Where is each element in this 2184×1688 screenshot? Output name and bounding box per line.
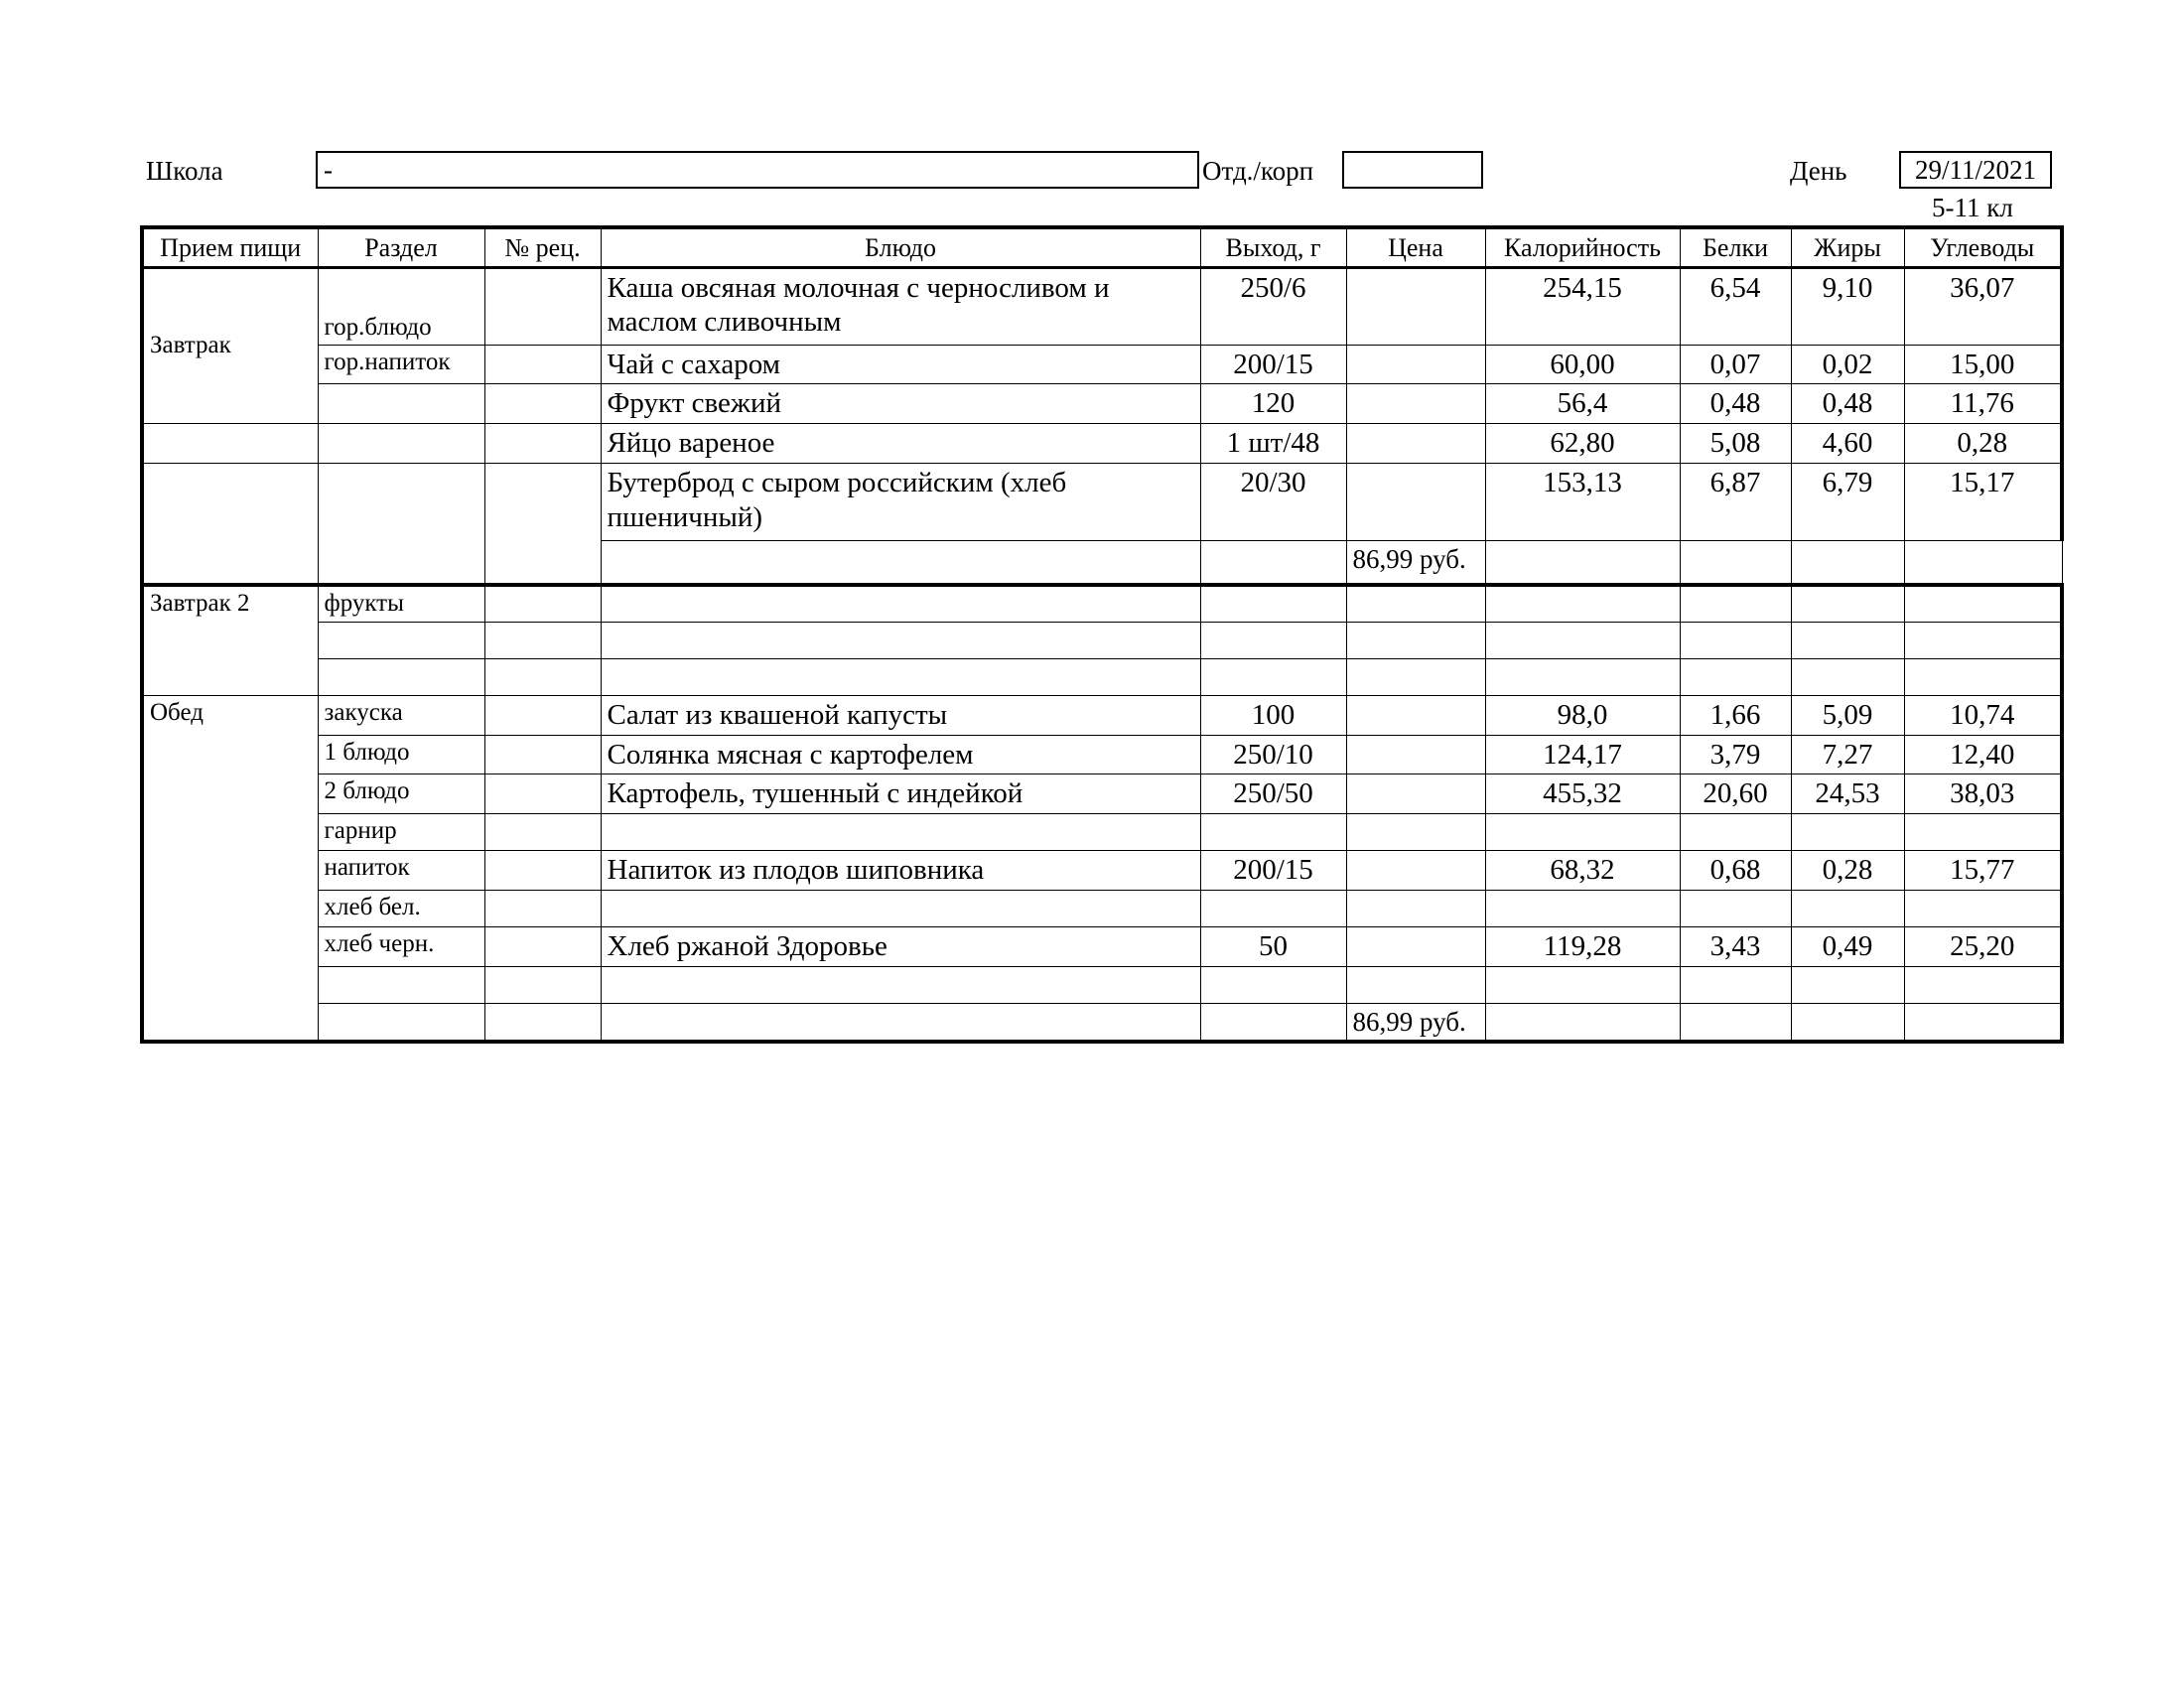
section-cell	[318, 658, 484, 695]
section-cell: закуска	[318, 695, 484, 735]
dish-cell: Картофель, тушенный с индейкой	[601, 774, 1200, 814]
section-cell: хлеб бел.	[318, 891, 484, 927]
dish-cell	[601, 814, 1200, 851]
recipe-cell	[484, 851, 601, 891]
carbs-cell	[1904, 1003, 2062, 1042]
price-cell	[1346, 814, 1485, 851]
kcal-cell	[1485, 814, 1680, 851]
yield-cell: 120	[1200, 384, 1346, 424]
carbs-cell: 25,20	[1904, 927, 2062, 967]
protein-cell	[1680, 658, 1791, 695]
price-cell	[1346, 851, 1485, 891]
table-row	[142, 814, 2062, 851]
dish-cell	[601, 622, 1200, 658]
table-row	[142, 463, 2062, 540]
recipe-cell	[484, 774, 601, 814]
yield-cell: 250/10	[1200, 735, 1346, 774]
section-cell	[318, 384, 484, 424]
yield-cell	[1200, 966, 1346, 1003]
recipe-cell	[484, 463, 601, 585]
price-cell	[1346, 463, 1485, 540]
date-field[interactable]: 29/11/2021	[1899, 151, 2052, 189]
protein-cell	[1680, 814, 1791, 851]
section-cell: 1 блюдо	[318, 735, 484, 774]
meal-cell	[142, 463, 318, 585]
kcal-cell	[1485, 658, 1680, 695]
recipe-cell	[484, 966, 601, 1003]
table-row	[142, 966, 2062, 1003]
protein-cell	[1680, 891, 1791, 927]
recipe-cell	[484, 585, 601, 622]
carbs-cell: 11,76	[1904, 384, 2062, 424]
fat-cell: 0,28	[1791, 851, 1904, 891]
section-cell: гор.блюдо	[318, 267, 484, 345]
price-cell	[1346, 658, 1485, 695]
price-cell	[1346, 927, 1485, 967]
fat-cell	[1791, 814, 1904, 851]
col-price: Цена	[1346, 227, 1485, 267]
fat-cell: 0,49	[1791, 927, 1904, 967]
section-cell: фрукты	[318, 585, 484, 622]
kcal-cell	[1485, 1003, 1680, 1042]
table-row	[142, 622, 2062, 658]
kcal-cell: 56,4	[1485, 384, 1680, 424]
price-cell	[1346, 966, 1485, 1003]
table-row	[142, 774, 2062, 814]
table-row	[142, 345, 2062, 384]
yield-cell	[1200, 585, 1346, 622]
yield-cell	[1200, 891, 1346, 927]
carbs-cell	[1904, 966, 2062, 1003]
table-row-total	[142, 1003, 2062, 1042]
carbs-cell: 10,74	[1904, 695, 2062, 735]
kcal-cell	[1485, 585, 1680, 622]
day-label: День	[1790, 156, 1847, 186]
yield-cell: 250/6	[1200, 267, 1346, 345]
dish-cell	[601, 540, 1200, 585]
section-cell	[318, 463, 484, 585]
kcal-cell: 119,28	[1485, 927, 1680, 967]
table-row	[142, 658, 2062, 695]
meal-breakfast2: Завтрак 2	[142, 585, 318, 695]
dept-label: Отд./корп	[1202, 156, 1314, 186]
section-cell	[318, 424, 484, 464]
school-label: Школа	[146, 156, 223, 186]
dish-cell	[601, 658, 1200, 695]
fat-cell	[1791, 1003, 1904, 1042]
yield-cell	[1200, 814, 1346, 851]
fat-cell	[1791, 585, 1904, 622]
yield-cell: 1 шт/48	[1200, 424, 1346, 464]
fat-cell: 24,53	[1791, 774, 1904, 814]
carbs-cell	[1904, 658, 2062, 695]
kcal-cell: 455,32	[1485, 774, 1680, 814]
carbs-cell: 0,28	[1904, 424, 2062, 464]
table-row	[142, 267, 2062, 345]
carbs-cell: 15,77	[1904, 851, 2062, 891]
fat-cell	[1791, 891, 1904, 927]
recipe-cell	[484, 891, 601, 927]
carbs-cell: 36,07	[1904, 267, 2062, 345]
recipe-cell	[484, 814, 601, 851]
fat-cell: 6,79	[1791, 463, 1904, 540]
dish-cell: Салат из квашеной капусты	[601, 695, 1200, 735]
protein-cell: 6,87	[1680, 463, 1791, 540]
price-cell	[1346, 891, 1485, 927]
dish-cell: Напиток из плодов шиповника	[601, 851, 1200, 891]
recipe-cell	[484, 1003, 601, 1042]
recipe-cell	[484, 695, 601, 735]
protein-cell: 6,54	[1680, 267, 1791, 345]
fat-cell: 5,09	[1791, 695, 1904, 735]
col-kcal: Калорийность	[1485, 227, 1680, 267]
col-protein: Белки	[1680, 227, 1791, 267]
meal-breakfast: Завтрак	[142, 267, 318, 424]
kcal-cell: 254,15	[1485, 267, 1680, 345]
recipe-cell	[484, 424, 601, 464]
section-cell: гарнир	[318, 814, 484, 851]
grade-label: 5-11 кл	[1932, 193, 2013, 222]
kcal-cell	[1485, 966, 1680, 1003]
carbs-cell	[1904, 814, 2062, 851]
col-fat: Жиры	[1791, 227, 1904, 267]
kcal-cell	[1485, 622, 1680, 658]
section-cell	[318, 622, 484, 658]
yield-cell	[1200, 1003, 1346, 1042]
fat-cell: 9,10	[1791, 267, 1904, 345]
breakfast-total-price: 86,99 руб.	[1346, 540, 1485, 585]
fat-cell	[1791, 658, 1904, 695]
kcal-cell: 124,17	[1485, 735, 1680, 774]
dish-cell	[601, 966, 1200, 1003]
table-row	[142, 851, 2062, 891]
kcal-cell: 98,0	[1485, 695, 1680, 735]
dish-cell: Яйцо вареное	[601, 424, 1200, 464]
carbs-cell	[1904, 622, 2062, 658]
recipe-cell	[484, 384, 601, 424]
col-recipe: № рец.	[484, 227, 601, 267]
recipe-cell	[484, 622, 601, 658]
section-cell	[318, 1003, 484, 1042]
protein-cell: 20,60	[1680, 774, 1791, 814]
carbs-cell	[1904, 540, 2062, 585]
price-cell	[1346, 384, 1485, 424]
section-cell: напиток	[318, 851, 484, 891]
fat-cell	[1791, 540, 1904, 585]
protein-cell: 0,68	[1680, 851, 1791, 891]
yield-cell: 100	[1200, 695, 1346, 735]
dish-cell	[601, 585, 1200, 622]
carbs-cell	[1904, 585, 2062, 622]
fat-cell: 0,48	[1791, 384, 1904, 424]
protein-cell: 5,08	[1680, 424, 1791, 464]
table-row	[142, 424, 2062, 464]
col-section: Раздел	[318, 227, 484, 267]
fat-cell: 7,27	[1791, 735, 1904, 774]
protein-cell	[1680, 966, 1791, 1003]
price-cell	[1346, 424, 1485, 464]
carbs-cell: 38,03	[1904, 774, 2062, 814]
section-cell: гор.напиток	[318, 345, 484, 384]
dish-cell: Каша овсяная молочная с черносливом и маслом сливочным	[601, 267, 1200, 345]
section-cell: 2 блюдо	[318, 774, 484, 814]
dept-field[interactable]	[1342, 151, 1483, 189]
carbs-cell: 15,00	[1904, 345, 2062, 384]
price-cell	[1346, 585, 1485, 622]
col-yield: Выход, г	[1200, 227, 1346, 267]
protein-cell: 0,07	[1680, 345, 1791, 384]
meal-lunch: Обед	[142, 695, 318, 1042]
yield-cell: 200/15	[1200, 851, 1346, 891]
yield-cell: 20/30	[1200, 463, 1346, 540]
dish-cell: Бутерброд с сыром российским (хлеб пшеничный)	[601, 463, 1200, 540]
yield-cell	[1200, 622, 1346, 658]
section-cell	[318, 966, 484, 1003]
price-cell	[1346, 267, 1485, 345]
price-cell	[1346, 695, 1485, 735]
kcal-cell: 60,00	[1485, 345, 1680, 384]
dish-cell: Солянка мясная с картофелем	[601, 735, 1200, 774]
menu-table	[140, 225, 2064, 1044]
section-cell: хлеб черн.	[318, 927, 484, 967]
dish-cell: Фрукт свежий	[601, 384, 1200, 424]
dish-cell	[601, 891, 1200, 927]
fat-cell: 4,60	[1791, 424, 1904, 464]
lunch-total-price: 86,99 руб.	[1346, 1003, 1485, 1042]
col-carbs: Углеводы	[1904, 227, 2062, 267]
table-row	[142, 891, 2062, 927]
price-cell	[1346, 622, 1485, 658]
col-meal: Прием пищи	[142, 227, 318, 267]
recipe-cell	[484, 735, 601, 774]
fat-cell	[1791, 622, 1904, 658]
protein-cell	[1680, 585, 1791, 622]
recipe-cell	[484, 927, 601, 967]
kcal-cell: 153,13	[1485, 463, 1680, 540]
dish-cell: Чай с сахаром	[601, 345, 1200, 384]
table-row	[142, 384, 2062, 424]
protein-cell: 3,43	[1680, 927, 1791, 967]
recipe-cell	[484, 267, 601, 345]
carbs-cell: 12,40	[1904, 735, 2062, 774]
protein-cell	[1680, 1003, 1791, 1042]
yield-cell: 50	[1200, 927, 1346, 967]
col-dish: Блюдо	[601, 227, 1200, 267]
yield-cell	[1200, 658, 1346, 695]
price-cell	[1346, 345, 1485, 384]
recipe-cell	[484, 658, 601, 695]
protein-cell: 3,79	[1680, 735, 1791, 774]
dish-cell: Хлеб ржаной Здоровье	[601, 927, 1200, 967]
kcal-cell: 68,32	[1485, 851, 1680, 891]
table-header-row	[142, 227, 2062, 267]
kcal-cell	[1485, 891, 1680, 927]
protein-cell: 1,66	[1680, 695, 1791, 735]
yield-cell: 200/15	[1200, 345, 1346, 384]
carbs-cell: 15,17	[1904, 463, 2062, 540]
table-row	[142, 735, 2062, 774]
school-field[interactable]: -	[316, 151, 1199, 189]
fat-cell: 0,02	[1791, 345, 1904, 384]
table-row	[142, 695, 2062, 735]
kcal-cell: 62,80	[1485, 424, 1680, 464]
table-row	[142, 585, 2062, 622]
price-cell	[1346, 774, 1485, 814]
price-cell	[1346, 735, 1485, 774]
kcal-cell	[1485, 540, 1680, 585]
carbs-cell	[1904, 891, 2062, 927]
dish-cell	[601, 1003, 1200, 1042]
yield-cell: 250/50	[1200, 774, 1346, 814]
meal-cell	[142, 424, 318, 464]
protein-cell: 0,48	[1680, 384, 1791, 424]
yield-cell	[1200, 540, 1346, 585]
table-row	[142, 927, 2062, 967]
protein-cell	[1680, 622, 1791, 658]
recipe-cell	[484, 345, 601, 384]
fat-cell	[1791, 966, 1904, 1003]
protein-cell	[1680, 540, 1791, 585]
